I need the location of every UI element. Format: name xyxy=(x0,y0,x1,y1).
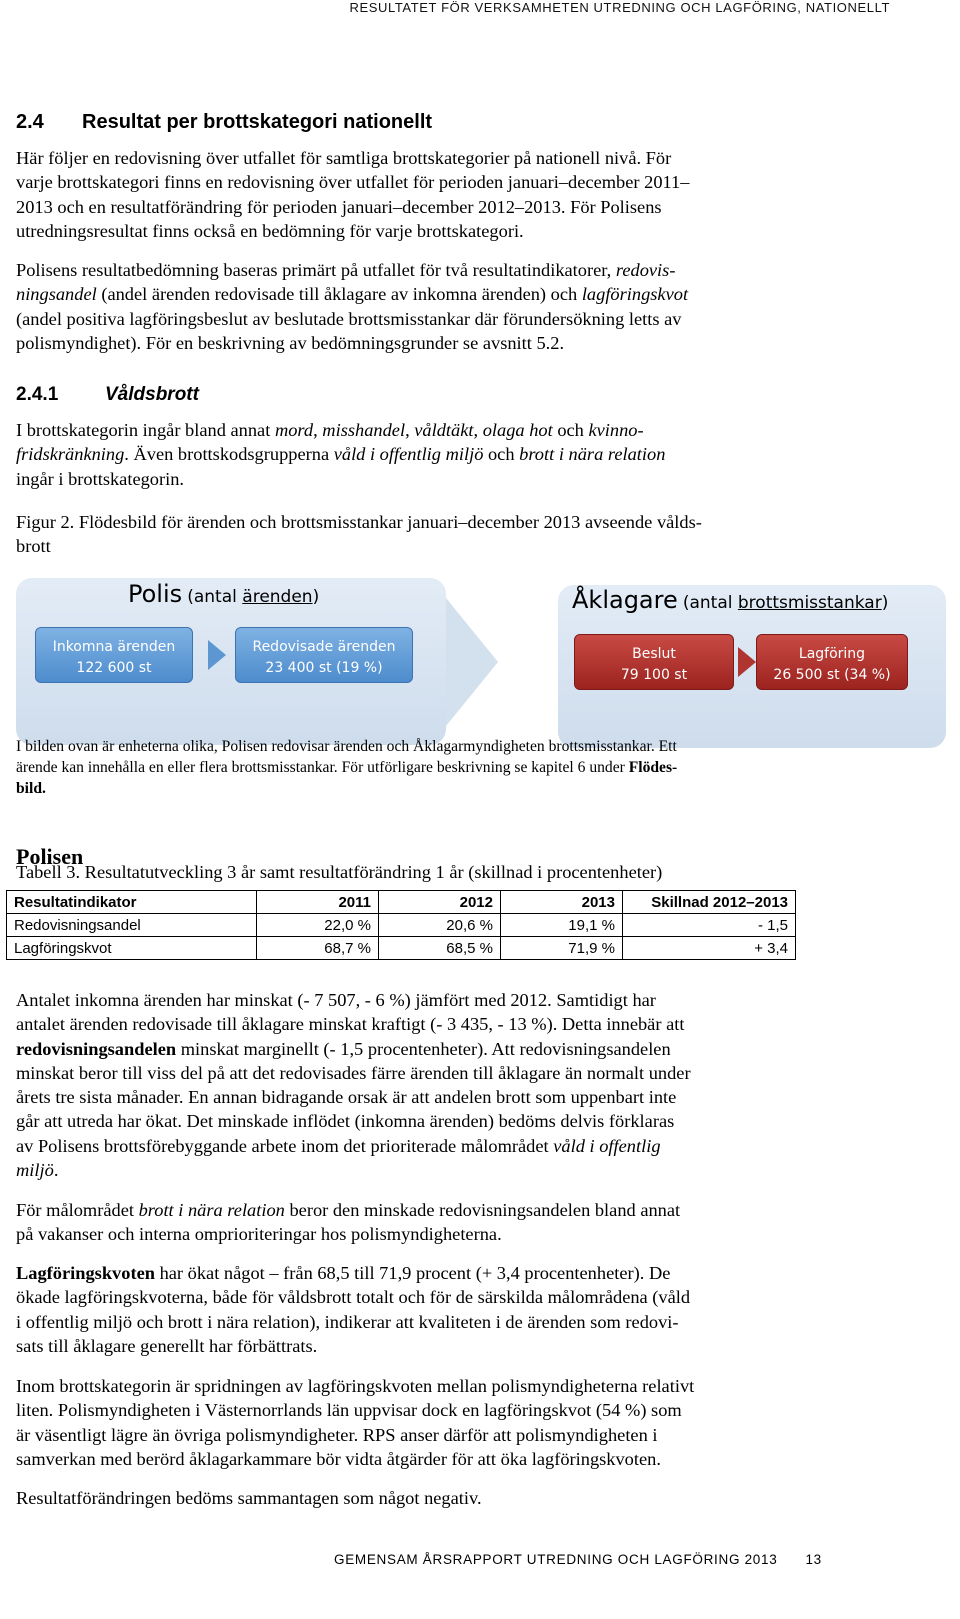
paragraph-spread: Inom brottskategorin är spridningen av lagföringskvoten mellan polismyndigheterna relativt liten. Polismyndigheten i Västernorrlands län uppvisar dock en lagföringskvot (54 %) som är väsentligt lägre än övriga polismyndigheter. RPS anser därför att polismyndigheten i samverkan med berörd åklagarkammare bör vidta åtgärder för att öka lagföringskvoten. xyxy=(16,1376,695,1469)
results-table xyxy=(6,890,796,960)
paragraph-conclusion: Resultatförändringen bedöms sammantagen som något negativ. xyxy=(16,1488,482,1508)
subsection-title: Våldsbrott xyxy=(105,384,199,405)
figure-caption: Figur 2. Flödesbild för ärenden och brottsmisstankar januari–december 2013 avseende vålds- brott xyxy=(16,512,702,557)
polisen-heading: Polisen xyxy=(16,844,84,869)
table-row: Redovisningsandel 22,0 % 20,6 % 19,1 % - 1,5 xyxy=(7,914,796,937)
flow-box-prosecution: Lagföring 26 500 st (34 %) xyxy=(756,634,908,690)
police-panel-title: Polis (antal ärenden) xyxy=(128,580,320,608)
flow-box-received: Inkomna ärenden 122 600 st xyxy=(35,627,193,683)
category-paragraph: I brottskategorin ingår bland annat mord, misshandel, våldtäkt, olaga hot och kvinno- fridskränkning. Även brottskodsgrupperna våld i offentlig miljö och brott i nära relation ingår i brottskategorin. xyxy=(16,420,666,489)
section-number: 2.4 xyxy=(16,111,44,133)
assessment-paragraph: Polisens resultatbedömning baseras primärt på utfallet för två resultatindikatorer, redovis- ningsandel (andel ärenden redovisade till åklagare av inkomna ärenden) och lagföringskvot (andel positiva lagföringsbeslut av beslutade brottsmisstankar där förundersökning letts av polismyndighet). För en beskrivning av bedömningsgrunder se avsnitt 5.2. xyxy=(16,260,689,353)
subsection-number: 2.4.1 xyxy=(16,384,59,405)
prosecutor-panel-title: Åklagare (antal brottsmisstankar) xyxy=(572,586,889,614)
arrow-right-icon xyxy=(208,640,226,670)
running-header: RESULTATET FÖR VERKSAMHETEN UTREDNING OCH LAGFÖRING, NATIONELLT xyxy=(349,0,890,15)
subsection-heading xyxy=(16,384,199,406)
flow-box-decision: Beslut 79 100 st xyxy=(574,634,734,690)
figure-note: I bilden ovan är enheterna olika, Polisen redovisar ärenden och Åklagarmyndigheten brottsmisstankar. Ett ärende kan innehålla en eller flera brottsmisstankar. För utförligare beskrivning se kapitel 6 under Flödes- bild. xyxy=(16,738,678,797)
table-header-row: Resultatindikator 2011 2012 2013 Skillnad 2012–2013 xyxy=(7,891,796,914)
paragraph-close-relation: För målområdet brott i nära relation beror den minskade redovisningsandelen bland annat på vakanser och interna omprioriteringar hos polismyndigheterna. xyxy=(16,1200,681,1245)
paragraph-inflow: Antalet inkomna ärenden har minskat (- 7 507, - 6 %) jämfört med 2012. Samtidigt har antalet ärenden redovisade till åklagare minskat kraftigt (- 3 435, - 13 %). Detta innebär att redovisningsandelen minskat marginellt (- 1,5 procentenheter). Att redovisningsandelen minskat beror till viss del på att det redovisades färre ärenden till åklagare än normalt under årets tre sista månader. En annan bidragande orsak är att andelen brott som uppenbart inte går att utreda har ökat. Det minskade inflödet (inkomna ärenden) bedöms delvis förklaras av Polisens brottsförebyggande arbete inom det prioriterade målområdet våld i offentlig miljö. xyxy=(16,990,691,1181)
panel-arrow-icon xyxy=(446,598,498,726)
table-caption: Tabell 3. Resultatutveckling 3 år samt resultatförändring 1 år (skillnad i procentenheter) xyxy=(16,862,663,882)
paragraph-prosecution-rate: Lagföringskvoten har ökat något – från 68,5 till 71,9 procent (+ 3,4 procentenheter). De ökade lagföringskvoterna, både för våldsbrott totalt och för de särskilda målområdena (våld i offentlig miljö och brott i nära relation), indikerar att kvaliteten i de ärenden som redovi- sats till åklagare generellt har förbättrats. xyxy=(16,1263,691,1356)
arrow-right-icon xyxy=(738,647,756,677)
table-row: Lagföringskvot 68,7 % 68,5 % 71,9 % + 3,4 xyxy=(7,937,796,960)
footer-title: GEMENSAM ÅRSRAPPORT UTREDNING OCH LAGFÖRING 2013 xyxy=(334,1552,778,1567)
page-footer xyxy=(334,1552,822,1567)
section-title: Resultat per brottskategori nationellt xyxy=(82,111,433,133)
section-heading xyxy=(16,111,432,134)
flow-box-reported: Redovisade ärenden 23 400 st (19 %) xyxy=(235,627,413,683)
flow-diagram xyxy=(16,578,946,748)
page-number: 13 xyxy=(805,1552,822,1567)
intro-paragraph: Här följer en redovisning över utfallet för samtliga brottskategorier på nationell nivå. För varje brottskategori finns en redovisning över utfallet för perioden januari–december 2011– 2013 och en resultatförändring för perioden januari–december 2012–2013. För Polisens utredningsresultat finns också en bedömning för varje brottskategori. xyxy=(16,148,690,241)
